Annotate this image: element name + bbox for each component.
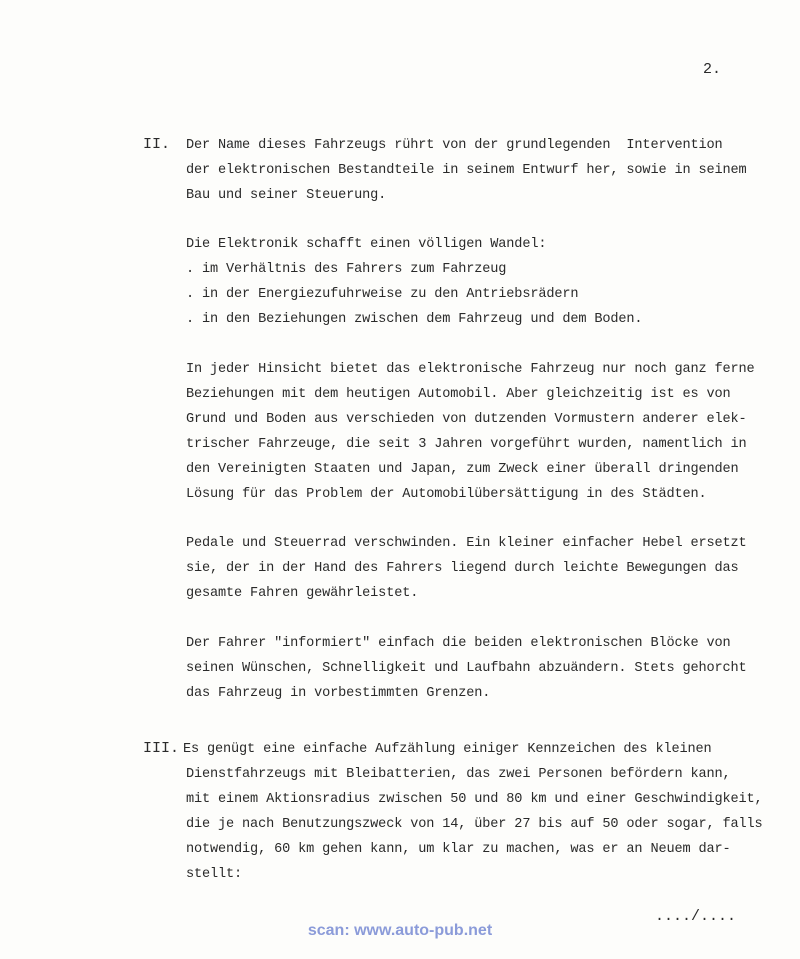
- text-line: Dienstfahrzeugs mit Bleibatterien, das zwei Personen befördern kann,: [186, 767, 731, 782]
- text-line: stellt:: [186, 867, 243, 882]
- text-line: gesamte Fahren gewährleistet.: [186, 586, 419, 601]
- text-line: Es genügt eine einfache Aufzählung einiger Kennzeichen des kleinen: [183, 742, 712, 757]
- text-line: Der Fahrer "informiert" einfach die beiden elektronischen Blöcke von: [186, 636, 731, 651]
- text-line: Die Elektronik schafft einen völligen Wandel:: [186, 237, 547, 252]
- text-line: Grund und Boden aus verschieden von dutzenden Vormustern anderer elek-: [186, 412, 747, 427]
- list-item: . im Verhältnis des Fahrers zum Fahrzeug: [186, 262, 507, 277]
- text-line: die je nach Benutzungszweck von 14, über 27 bis auf 50 oder sogar, falls: [186, 817, 763, 832]
- text-line: Beziehungen mit dem heutigen Automobil. Aber gleichzeitig ist es von: [186, 387, 731, 402]
- scan-watermark: scan: www.auto-pub.net: [307, 922, 493, 939]
- text-line: Lösung für das Problem der Automobilübersättigung in des Städten.: [186, 487, 707, 502]
- text-line: den Vereinigten Staaten und Japan, zum Zweck einer überall dringenden: [186, 462, 739, 477]
- text-line: das Fahrzeug in vorbestimmten Grenzen.: [186, 686, 491, 701]
- text-line: notwendig, 60 km gehen kann, um klar zu machen, was er an Neuem dar-: [186, 842, 731, 857]
- text-line: Der Name dieses Fahrzeugs rührt von der grundlegenden Intervention: [186, 138, 723, 153]
- list-item: . in den Beziehungen zwischen dem Fahrzeug und dem Boden.: [186, 312, 643, 327]
- text-line: sie, der in der Hand des Fahrers liegend durch leichte Bewegungen das: [186, 561, 739, 576]
- text-line: Pedale und Steuerrad verschwinden. Ein kleiner einfacher Hebel ersetzt: [186, 536, 747, 551]
- section-number-2: II.: [143, 136, 171, 153]
- text-line: trischer Fahrzeuge, die seit 3 Jahren vorgeführt wurden, namentlich in: [186, 437, 747, 452]
- text-line: Bau und seiner Steuerung.: [186, 188, 387, 203]
- section-number-3: III.: [143, 740, 180, 757]
- text-line: der elektronischen Bestandteile in seinem Entwurf her, sowie in seinem: [186, 163, 747, 178]
- continuation-mark: ..../....: [654, 908, 736, 925]
- text-line: In jeder Hinsicht bietet das elektronische Fahrzeug nur noch ganz ferne: [186, 362, 755, 377]
- text-line: mit einem Aktionsradius zwischen 50 und 80 km und einer Geschwindigkeit,: [186, 792, 763, 807]
- page-number: 2.: [703, 61, 722, 78]
- list-item: . in der Energiezufuhrweise zu den Antriebsrädern: [186, 287, 579, 302]
- text-line: seinen Wünschen, Schnelligkeit und Laufbahn abzuändern. Stets gehorcht: [186, 661, 747, 676]
